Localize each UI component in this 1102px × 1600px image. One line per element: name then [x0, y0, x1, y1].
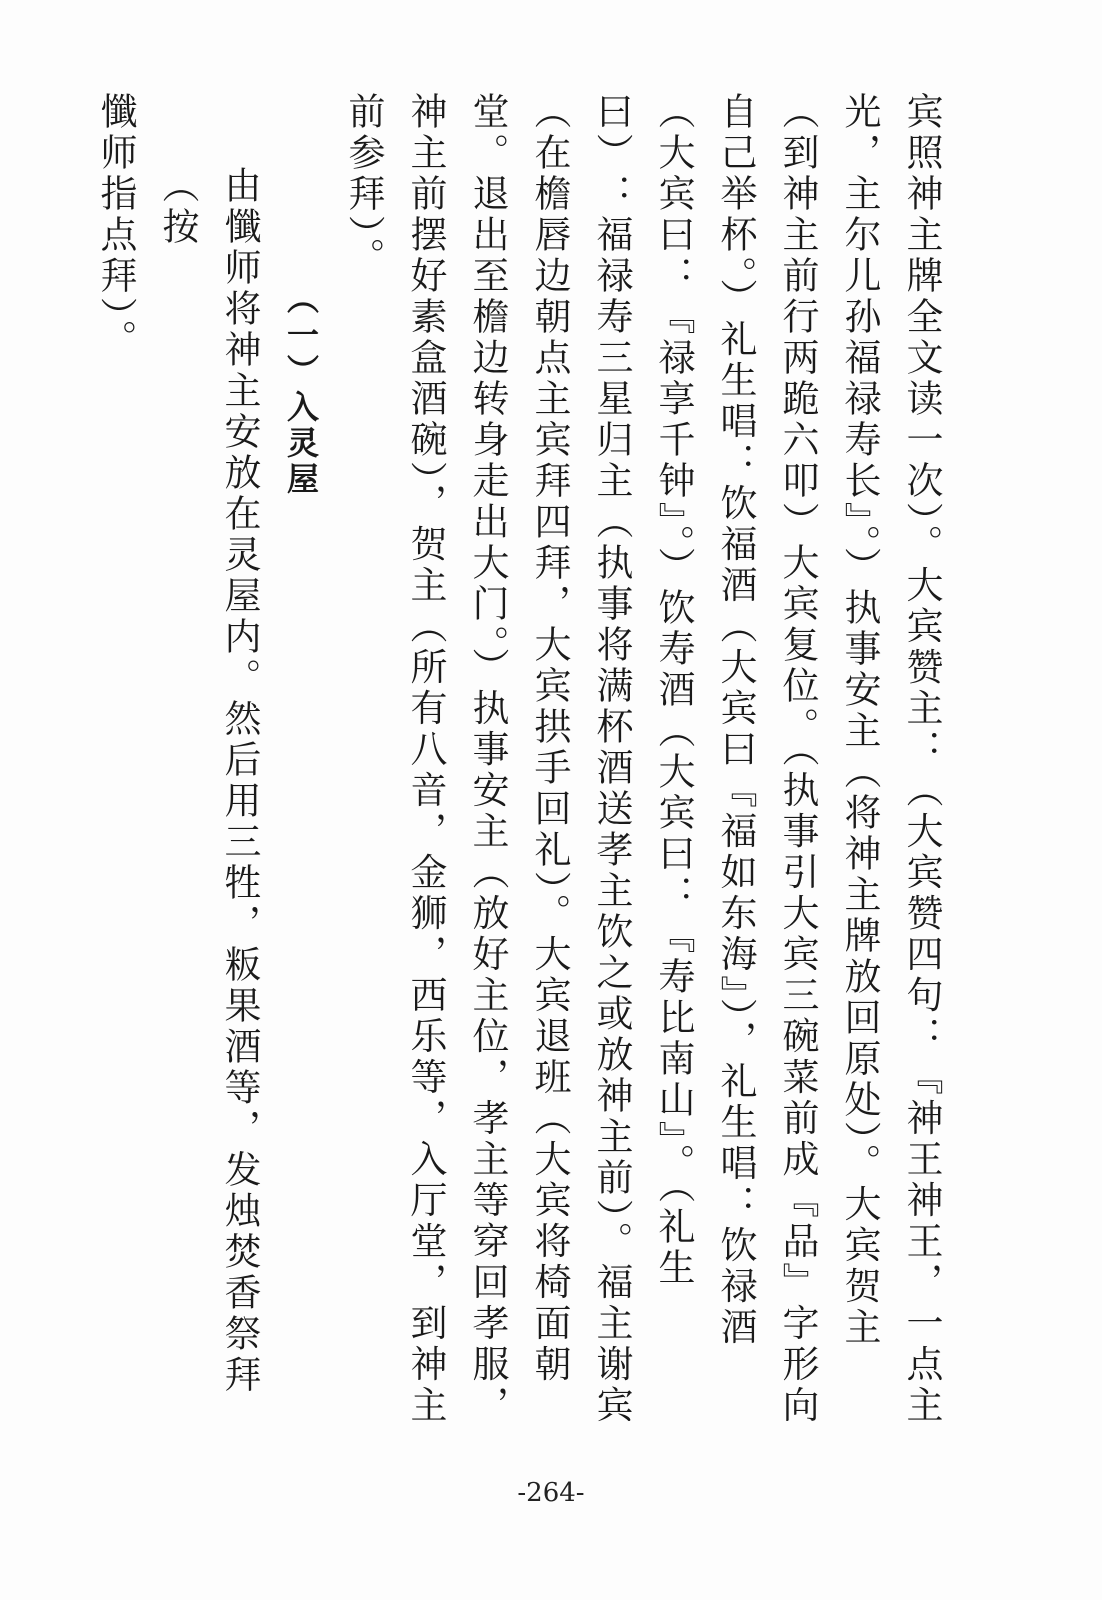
text-column-8: 堂。退出至檐边转身走出大门。）执事安主（放好主位，孝主等穿回孝服，	[466, 92, 509, 1427]
vertical-text-body	[84, 92, 952, 1472]
text-column-9: 神主前摆好素盒酒碗），贺主（所有八音，金狮，西乐等，入厅堂，到神主	[404, 92, 447, 1427]
text-column-6: 曰）：福禄寿三星归主（执事将满杯酒送孝主饮之或放神主前）。福主谢宾	[590, 92, 633, 1427]
section-heading: （一）入灵屋	[282, 282, 320, 498]
text-column-3: （到神主前行两跪六叩）大宾复位。（执事引大宾三碗菜前成『品』字形向	[776, 92, 819, 1427]
page-number: -264-	[517, 1478, 585, 1508]
text-column-5: （大宾曰：『禄享千钟』。）饮寿酒（大宾曰：『寿比南山』。（礼生	[652, 92, 695, 1289]
text-column-4: 自己举杯。）礼生唱：饮福酒（大宾曰『福如东海』），礼生唱：饮禄酒	[714, 92, 757, 1349]
text-column-10: 前参拜）。	[342, 92, 385, 279]
text-column-2: 光，主尔儿孙福禄寿长』。）执事安主（将神主牌放回原处）。大宾贺主	[838, 92, 881, 1349]
section-text-column-2: 懺师指点拜）。	[94, 92, 137, 361]
text-column-7: （在檐唇边朝点主宾拜四拜，大宾拱手回礼）。大宾退班（大宾将椅面朝	[528, 92, 571, 1386]
section-text-column-1: 由懺师将神主安放在灵屋内。然后用三牲，粄果酒等，发烛焚香祭拜（按	[156, 166, 261, 1396]
text-column-1: 宾照神主牌全文读一次）。大宾赞主：（大宾赞四句：『神王神王，一点主	[900, 92, 943, 1427]
